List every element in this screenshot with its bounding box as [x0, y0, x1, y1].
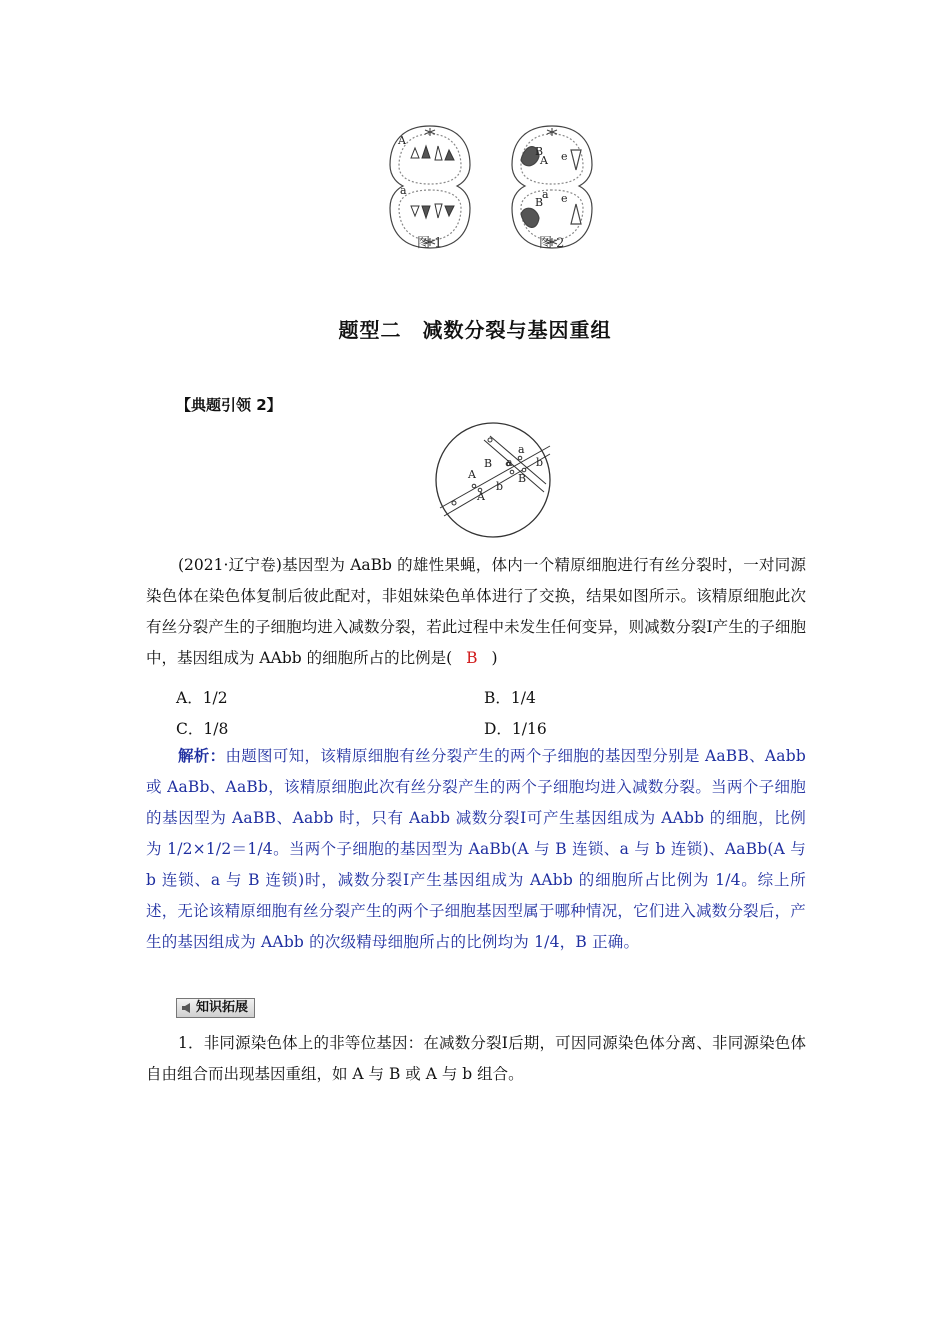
gene-label-A-left: A — [468, 468, 476, 481]
gene-label-b-lower: b — [496, 480, 504, 493]
gene-label-A-bottom: A — [477, 490, 485, 503]
question-close: ) — [491, 649, 498, 667]
figure-paired-chromosomes — [432, 420, 554, 540]
knowledge-badge-label: 知识拓展 — [196, 1000, 249, 1015]
gene-label-e1-cell2: e — [561, 150, 568, 163]
gene-label-e2-cell2: e — [561, 192, 568, 205]
question-stem: (2021·辽宁卷)基因型为 AaBb 的雄性果蝇，体内一个精原细胞进行有丝分裂时，一对同源染色体在染色体复制后彼此配对，非姐妹染色单体进行了交换，结果如图所示。该精原细胞此次有丝分裂产生的子细胞均进入减数分裂，若此过程中未发生任何变异，则减数分裂Ⅰ产生的子细胞中，基因组成为 AAbb 的细胞所占的比例是( — [146, 556, 806, 667]
analysis-label: 解析： — [178, 746, 226, 765]
cell-figure-2 — [512, 126, 592, 248]
option-b: B．1/4 — [484, 689, 536, 707]
gene-label-b-right: b — [536, 456, 544, 469]
gene-label-B1-cell2: B — [535, 145, 544, 158]
megaphone-icon — [181, 1002, 193, 1014]
knowledge-badge — [176, 998, 255, 1018]
option-c: C．1/8 — [176, 720, 229, 738]
gene-label-B2-cell2: B — [535, 196, 544, 209]
analysis-text: 由题图可知，该精原细胞有丝分裂产生的两个子细胞的基因型分别是 AaBB、Aabb 或 AaBb、AaBb，该精原细胞此次有丝分裂产生的两个子细胞均进入减数分裂。当两个子细胞的基因型为 AaBB、Aabb 时，只有 Aabb 减数分裂Ⅰ可产生基因组成为 AAbb 的细胞，比例为 1/2×1/2＝1/4。当两个子细胞的基因型为 AaBb(A 与 B 连锁、a 与 b 连锁)、AaBb(A 与 b 连锁、a 与 B 连锁)时，减数分裂Ⅰ产生基因组成为 AAbb 的细胞所占比例为 1/4。综上所述，无论该精原细胞有丝分裂产生的两个子细胞基因型属于哪种情况，它们进入减数分裂后，产生的基因组成为 AAbb 的次级精母细胞所占的比例均为 1/4，B 正确。 — [146, 747, 806, 951]
gene-label-a-top: a — [518, 443, 525, 456]
question-answer: B — [466, 649, 478, 667]
figure-1-caption: 图 1 — [417, 236, 443, 251]
gene-label-a-cell1: a — [400, 184, 407, 197]
question-text — [146, 550, 806, 674]
section-title: 题型二 减数分裂与基因重组 — [338, 318, 612, 342]
option-d: D．1/16 — [484, 720, 547, 738]
option-a: A．1/2 — [176, 689, 228, 707]
gene-label-a-mid: a — [506, 456, 513, 469]
gene-label-B-upper: B — [484, 457, 493, 470]
analysis-block — [146, 740, 806, 958]
knowledge-item-1: 1．非同源染色体上的非等位基因：在减数分裂Ⅰ后期，可因同源染色体分离、非同源染色体自由组合而出现基因重组，如 A 与 B 或 A 与 b 组合。 — [146, 1034, 806, 1083]
figure-2-caption: 图 2 — [539, 236, 565, 251]
example-label: 【典题引领 2】 — [176, 396, 282, 414]
gene-label-a-cell2: a — [542, 188, 549, 201]
gene-label-B-lower: B — [518, 472, 527, 485]
gene-label-A-cell1: A — [398, 134, 406, 147]
gene-label-A-cell2: A — [540, 154, 548, 167]
chromosomes-cell-1 — [411, 146, 454, 218]
